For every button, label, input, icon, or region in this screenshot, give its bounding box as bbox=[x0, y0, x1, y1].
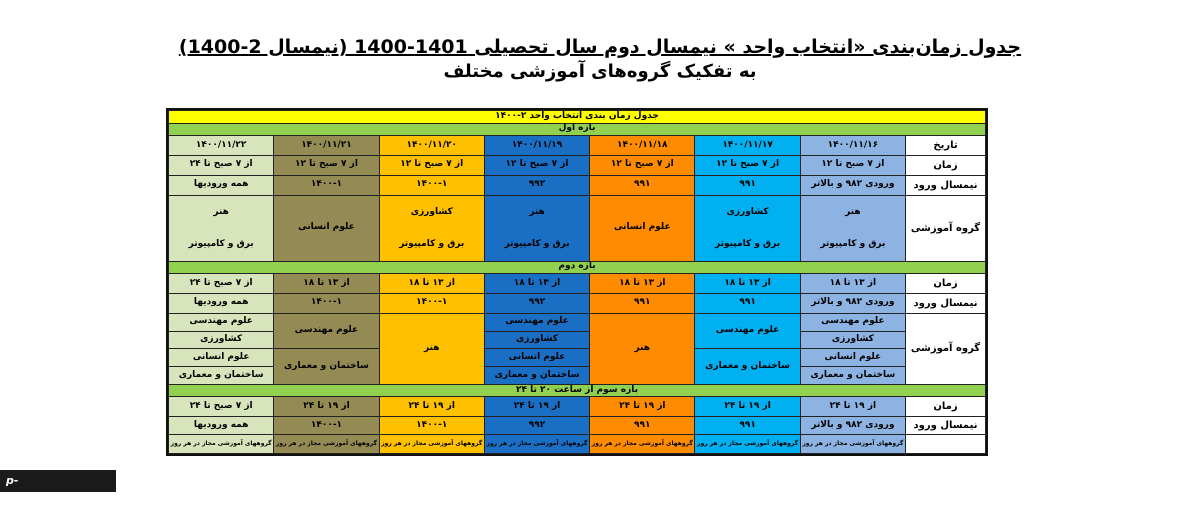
time-cell: از ۱۹ تا ۲۴ bbox=[590, 397, 695, 417]
entry-cell: ۹۹۱ bbox=[590, 293, 695, 313]
group-cell: گروههای آموزشی مجاز در هر روز bbox=[484, 435, 589, 454]
group-cell: علوم انسانی bbox=[800, 349, 905, 367]
group-cell: برق و کامپیوتر bbox=[800, 230, 905, 261]
group-cell: ساختمان و معماری bbox=[800, 367, 905, 385]
entry-cell: ۹۹۱ bbox=[590, 417, 695, 435]
group-cell: ساختمان و معماری bbox=[274, 349, 379, 385]
time-cell: از ۷ صبح تا ۱۲ bbox=[590, 155, 695, 175]
date-cell: ۱۴۰۰/۱۱/۲۲ bbox=[169, 136, 274, 156]
row-label-entry: نیمسال ورود bbox=[906, 417, 986, 435]
entry-cell: ۹۹۱ bbox=[695, 293, 800, 313]
row-label-entry: نیمسال ورود bbox=[906, 175, 986, 195]
time-cell: از ۷ صبح تا ۲۴ bbox=[169, 274, 274, 294]
time-cell: از ۱۳ تا ۱۸ bbox=[484, 274, 589, 294]
date-cell: ۱۴۰۰/۱۱/۲۱ bbox=[274, 136, 379, 156]
table-header: جدول زمان بندی انتخاب واحد ۲-۱۴۰۰ bbox=[169, 111, 986, 124]
group-cell: کشاورزی bbox=[169, 331, 274, 349]
date-cell: ۱۴۰۰/۱۱/۱۶ bbox=[800, 136, 905, 156]
entry-cell: ۹۹۱ bbox=[695, 175, 800, 195]
entry-cell: ورودی ۹۸۲ و بالاتر bbox=[800, 293, 905, 313]
row-label-date: تاریخ bbox=[906, 136, 986, 156]
entry-cell: ۱۴۰۰-۱ bbox=[379, 293, 484, 313]
date-cell: ۱۴۰۰/۱۱/۱۸ bbox=[590, 136, 695, 156]
row-label-time: زمان bbox=[906, 274, 986, 294]
row-label-group: گروه آموزشی bbox=[906, 313, 986, 384]
group-cell: کشاورزی bbox=[800, 331, 905, 349]
row-label-entry: نیمسال ورود bbox=[906, 293, 986, 313]
time-cell: از ۱۹ تا ۲۴ bbox=[695, 397, 800, 417]
time-cell: از ۱۳ تا ۱۸ bbox=[379, 274, 484, 294]
time-cell: از ۷ صبح تا ۱۲ bbox=[274, 155, 379, 175]
time-cell: از ۷ صبح تا ۱۲ bbox=[484, 155, 589, 175]
time-cell: از ۱۹ تا ۲۴ bbox=[484, 397, 589, 417]
group-cell: علوم مهندسی bbox=[169, 313, 274, 331]
entry-cell: ۹۹۱ bbox=[590, 175, 695, 195]
entry-cell: ۱۴۰۰-۱ bbox=[274, 175, 379, 195]
group-cell: هنر bbox=[484, 195, 589, 230]
section-title-1: بازه اول bbox=[169, 123, 986, 136]
date-cell: ۱۴۰۰/۱۱/۱۷ bbox=[695, 136, 800, 156]
group-cell: علوم مهندسی bbox=[695, 313, 800, 349]
group-cell: علوم انسانی bbox=[274, 195, 379, 261]
group-cell: ساختمان و معماری bbox=[484, 367, 589, 385]
entry-cell: ۱۴۰۰-۱ bbox=[274, 417, 379, 435]
entry-cell: ۹۹۲ bbox=[484, 417, 589, 435]
section-title-3: بازه سوم از ساعت ۲۰ تا ۲۴ bbox=[169, 384, 986, 397]
entry-cell: ۹۹۲ bbox=[484, 175, 589, 195]
row-label-group-empty bbox=[906, 435, 986, 454]
group-cell: گروههای آموزشی مجاز در هر روز bbox=[379, 435, 484, 454]
group-cell: برق و کامپیوتر bbox=[484, 230, 589, 261]
group-cell: علوم مهندسی bbox=[484, 313, 589, 331]
group-cell: علوم انسانی bbox=[484, 349, 589, 367]
time-cell: از ۷ صبح تا ۱۲ bbox=[379, 155, 484, 175]
group-cell: گروههای آموزشی مجاز در هر روز bbox=[274, 435, 379, 454]
group-cell: گروههای آموزشی مجاز در هر روز bbox=[590, 435, 695, 454]
page-title-text: جدول زمان‌بندی «انتخاب واحد » نیمسال دوم سال تحصیلی 1401-1400 (نیمسال 2-1400) bbox=[178, 36, 1022, 58]
row-label-time: زمان bbox=[906, 155, 986, 175]
entry-cell: همه ورودیها bbox=[169, 175, 274, 195]
date-cell: ۱۴۰۰/۱۱/۱۹ bbox=[484, 136, 589, 156]
group-cell: علوم انسانی bbox=[590, 195, 695, 261]
time-cell: از ۱۳ تا ۱۸ bbox=[590, 274, 695, 294]
group-cell: هنر bbox=[379, 313, 484, 384]
group-cell: هنر bbox=[800, 195, 905, 230]
watermark: p-borujerd.tvu.ac.ir bbox=[0, 470, 116, 492]
entry-cell: همه ورودیها bbox=[169, 417, 274, 435]
page-subtitle: به تفکیک گروه‌های آموزشی مختلف bbox=[443, 61, 757, 82]
entry-cell: ورودی ۹۸۲ و بالاتر bbox=[800, 417, 905, 435]
group-cell: گروههای آموزشی مجاز در هر روز bbox=[800, 435, 905, 454]
time-cell: از ۱۳ تا ۱۸ bbox=[274, 274, 379, 294]
schedule-table bbox=[166, 108, 988, 456]
section-title-2: بازه دوم bbox=[169, 261, 986, 274]
entry-cell: همه ورودیها bbox=[169, 293, 274, 313]
group-cell: برق و کامپیوتر bbox=[695, 230, 800, 261]
group-cell: ساختمان و معماری bbox=[169, 367, 274, 385]
group-cell: کشاورزی bbox=[379, 195, 484, 230]
time-cell: از ۱۹ تا ۲۴ bbox=[800, 397, 905, 417]
time-cell: از ۷ صبح تا ۱۲ bbox=[800, 155, 905, 175]
row-label-time: زمان bbox=[906, 397, 986, 417]
group-cell: گروههای آموزشی مجاز در هر روز bbox=[695, 435, 800, 454]
entry-cell: ۹۹۱ bbox=[695, 417, 800, 435]
group-cell: علوم مهندسی bbox=[800, 313, 905, 331]
group-cell: کشاورزی bbox=[484, 331, 589, 349]
group-cell: برق و کامپیوتر bbox=[169, 230, 274, 261]
group-cell: کشاورزی bbox=[695, 195, 800, 230]
entry-cell: ۱۴۰۰-۱ bbox=[379, 175, 484, 195]
entry-cell: ۱۴۰۰-۱ bbox=[274, 293, 379, 313]
time-cell: از ۱۹ تا ۲۴ bbox=[379, 397, 484, 417]
time-cell: از ۷ صبح تا ۱۲ bbox=[695, 155, 800, 175]
time-cell: از ۷ صبح تا ۲۴ bbox=[169, 155, 274, 175]
group-cell: هنر bbox=[590, 313, 695, 384]
entry-cell: ورودی ۹۸۲ و بالاتر bbox=[800, 175, 905, 195]
page-title bbox=[0, 36, 1200, 58]
time-cell: از ۱۹ تا ۲۴ bbox=[274, 397, 379, 417]
group-cell: علوم مهندسی bbox=[274, 313, 379, 349]
entry-cell: ۹۹۲ bbox=[484, 293, 589, 313]
group-cell: گروههای آموزشی مجاز در هر روز bbox=[169, 435, 274, 454]
time-cell: از ۷ صبح تا ۲۴ bbox=[169, 397, 274, 417]
group-cell: هنر bbox=[169, 195, 274, 230]
entry-cell: ۱۴۰۰-۱ bbox=[379, 417, 484, 435]
row-label-group: گروه آموزشی bbox=[906, 195, 986, 261]
group-cell: برق و کامپیوتر bbox=[379, 230, 484, 261]
date-cell: ۱۴۰۰/۱۱/۲۰ bbox=[379, 136, 484, 156]
group-cell: علوم انسانی bbox=[169, 349, 274, 367]
group-cell: ساختمان و معماری bbox=[695, 349, 800, 385]
time-cell: از ۱۳ تا ۱۸ bbox=[800, 274, 905, 294]
time-cell: از ۱۳ تا ۱۸ bbox=[695, 274, 800, 294]
